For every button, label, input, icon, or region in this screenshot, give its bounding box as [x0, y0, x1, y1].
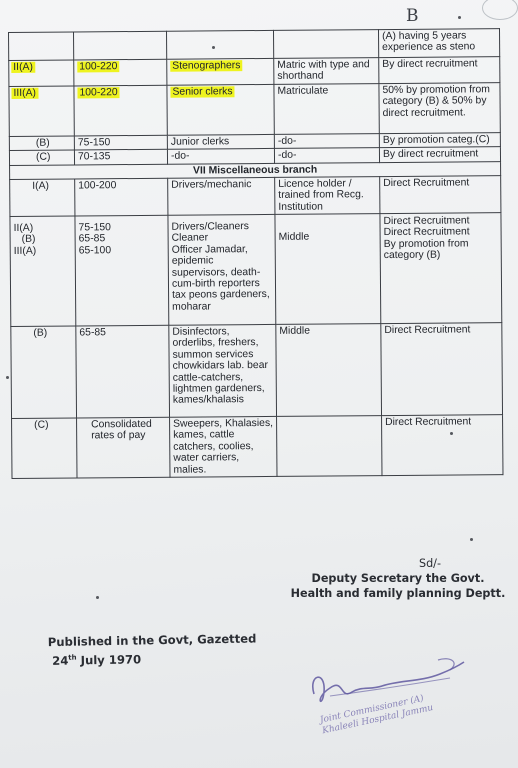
pay-scale-cell — [74, 59, 167, 86]
publication-day-suffix: th — [68, 653, 77, 662]
pay-scale-cell: 65-85 — [76, 325, 170, 418]
post-cell — [168, 214, 276, 325]
table-row — [9, 57, 500, 87]
qualification-cell: Licence holder / trained from Recg. Institution — [275, 176, 380, 214]
pay-scale-cell — [75, 215, 169, 326]
speck — [458, 16, 461, 19]
sub-entry: By promotion from category (B) — [383, 238, 469, 262]
publication-month-year: July 1970 — [76, 652, 142, 668]
qualification-cell — [277, 416, 382, 477]
table-row — [10, 213, 502, 327]
publication-date — [48, 646, 288, 669]
page-corner-curl — [482, 0, 518, 20]
highlighted-text: II(A) — [13, 61, 33, 73]
qualification-cell — [273, 30, 378, 59]
sub-entry — [278, 220, 376, 221]
category-cell: (C) — [12, 418, 77, 479]
category-cell: (B) — [9, 136, 74, 151]
sub-entry: 75-150 — [78, 222, 111, 234]
recruitment-method-cell: By promotion categ.(C) — [379, 133, 500, 148]
pay-scale-cell — [74, 85, 167, 136]
post-cell: Sweepers, Khalasies, kames, cattle catchers, coolies, water carriers, malies. — [170, 416, 277, 477]
sub-entry: 65-85 — [78, 233, 106, 245]
category-cell: I(A) — [10, 179, 75, 217]
pay-scale-cell: 70-135 — [74, 150, 167, 165]
recruitment-method-cell: Direct Recruitment — [380, 175, 501, 213]
post-cell: Junior clerks — [167, 134, 274, 149]
recruitment-method-cell: Direct Recruitment — [382, 415, 503, 476]
qualification-cell: -do- — [274, 148, 379, 163]
sub-entry: Direct Recruitment — [383, 215, 470, 228]
sub-entry: Middle — [278, 231, 310, 243]
category-cell — [9, 32, 74, 61]
qualification-cell — [275, 214, 381, 325]
qualification-cell: -do- — [274, 134, 379, 149]
stamp-text: Joint Commissioner (A) Khaleeli Hospital Jammu — [319, 693, 435, 737]
qualification-cell: Middle — [276, 324, 382, 417]
pay-scale-cell: 100-200 — [75, 178, 168, 216]
table-row — [11, 323, 503, 419]
sub-entry — [278, 220, 376, 221]
sub-entry: 65-100 — [78, 245, 112, 257]
page-corner-mark: B — [406, 6, 419, 26]
sub-entry: Drivers/Cleaners — [171, 221, 249, 233]
category-cell: (C) — [9, 150, 74, 165]
recruitment-method-cell: Direct Recruitment — [381, 323, 503, 416]
sub-entry: Officer Jamadar, epidemic supervisors, death-cum-birth reporters tax peons gardeners, moharar — [171, 243, 270, 313]
qualification-cell: Matriculate — [274, 84, 379, 135]
recruitment-method-cell: By direct recruitment — [379, 57, 500, 84]
highlighted-text: III(A) — [13, 87, 37, 99]
post-cell — [166, 30, 273, 59]
post-cell — [167, 58, 274, 85]
signatory-title: Deputy Secretary the Govt. — [311, 572, 485, 585]
table-row — [9, 29, 500, 61]
publication-line: Published in the Govt, Gazetted — [47, 631, 257, 650]
signature-block — [282, 556, 514, 601]
section-title: VII Miscellaneous branch — [10, 161, 501, 179]
category-cell — [10, 216, 76, 327]
category-cell — [9, 60, 74, 87]
pay-scale-cell: 75-150 — [74, 135, 167, 150]
pay-scale-cell — [74, 31, 167, 60]
qualification-cell: Matric with type and shorthand — [274, 58, 379, 85]
attestation-stamp — [300, 652, 470, 762]
pay-scale-cell: Consolidated rates of pay — [77, 417, 170, 478]
category-cell — [9, 86, 74, 137]
sub-entry: (B) — [21, 234, 36, 246]
sub-entry: II(A) — [13, 222, 34, 234]
speck — [6, 376, 9, 379]
post-cell: Disinfectors, orderlibs, freshers, summon services chowkidars lab. bear cattle-catchers, lightmen gardeners, kames/khalasis — [169, 324, 277, 417]
signature-mark: Sd/- — [418, 557, 441, 570]
highlighted-text: 100-220 — [79, 61, 118, 73]
table-row — [9, 83, 500, 137]
table-row — [12, 415, 503, 479]
post-cell: Drivers/mechanic — [168, 177, 275, 215]
speck — [96, 596, 99, 599]
speck — [470, 538, 473, 541]
recruitment-method-cell: (A) having 5 years experience as steno — [378, 29, 499, 58]
publication-day: 24 — [52, 653, 69, 668]
recruitment-method-cell: 50% by promotion from category (B) & 50% by direct recruitment. — [379, 83, 500, 134]
post-cell: -do- — [167, 149, 274, 164]
sub-entry: Cleaner — [171, 232, 209, 245]
highlighted-text: Senior clerks — [172, 86, 233, 98]
post-cell — [167, 84, 274, 135]
recruitment-method-cell: By direct recruitment — [379, 147, 500, 162]
sub-entry: III(A) — [13, 245, 37, 257]
sub-entry: Direct Recruitment — [383, 226, 470, 239]
table-row — [10, 175, 501, 216]
category-cell: (B) — [11, 326, 77, 419]
publication-note — [48, 630, 289, 669]
staff-recruitment-table — [8, 28, 503, 479]
signatory-department: Health and family planning Deptt. — [290, 587, 506, 600]
highlighted-text: 100-220 — [79, 87, 118, 99]
recruitment-method-cell — [380, 213, 502, 324]
highlighted-text: Stenographers — [172, 60, 241, 72]
